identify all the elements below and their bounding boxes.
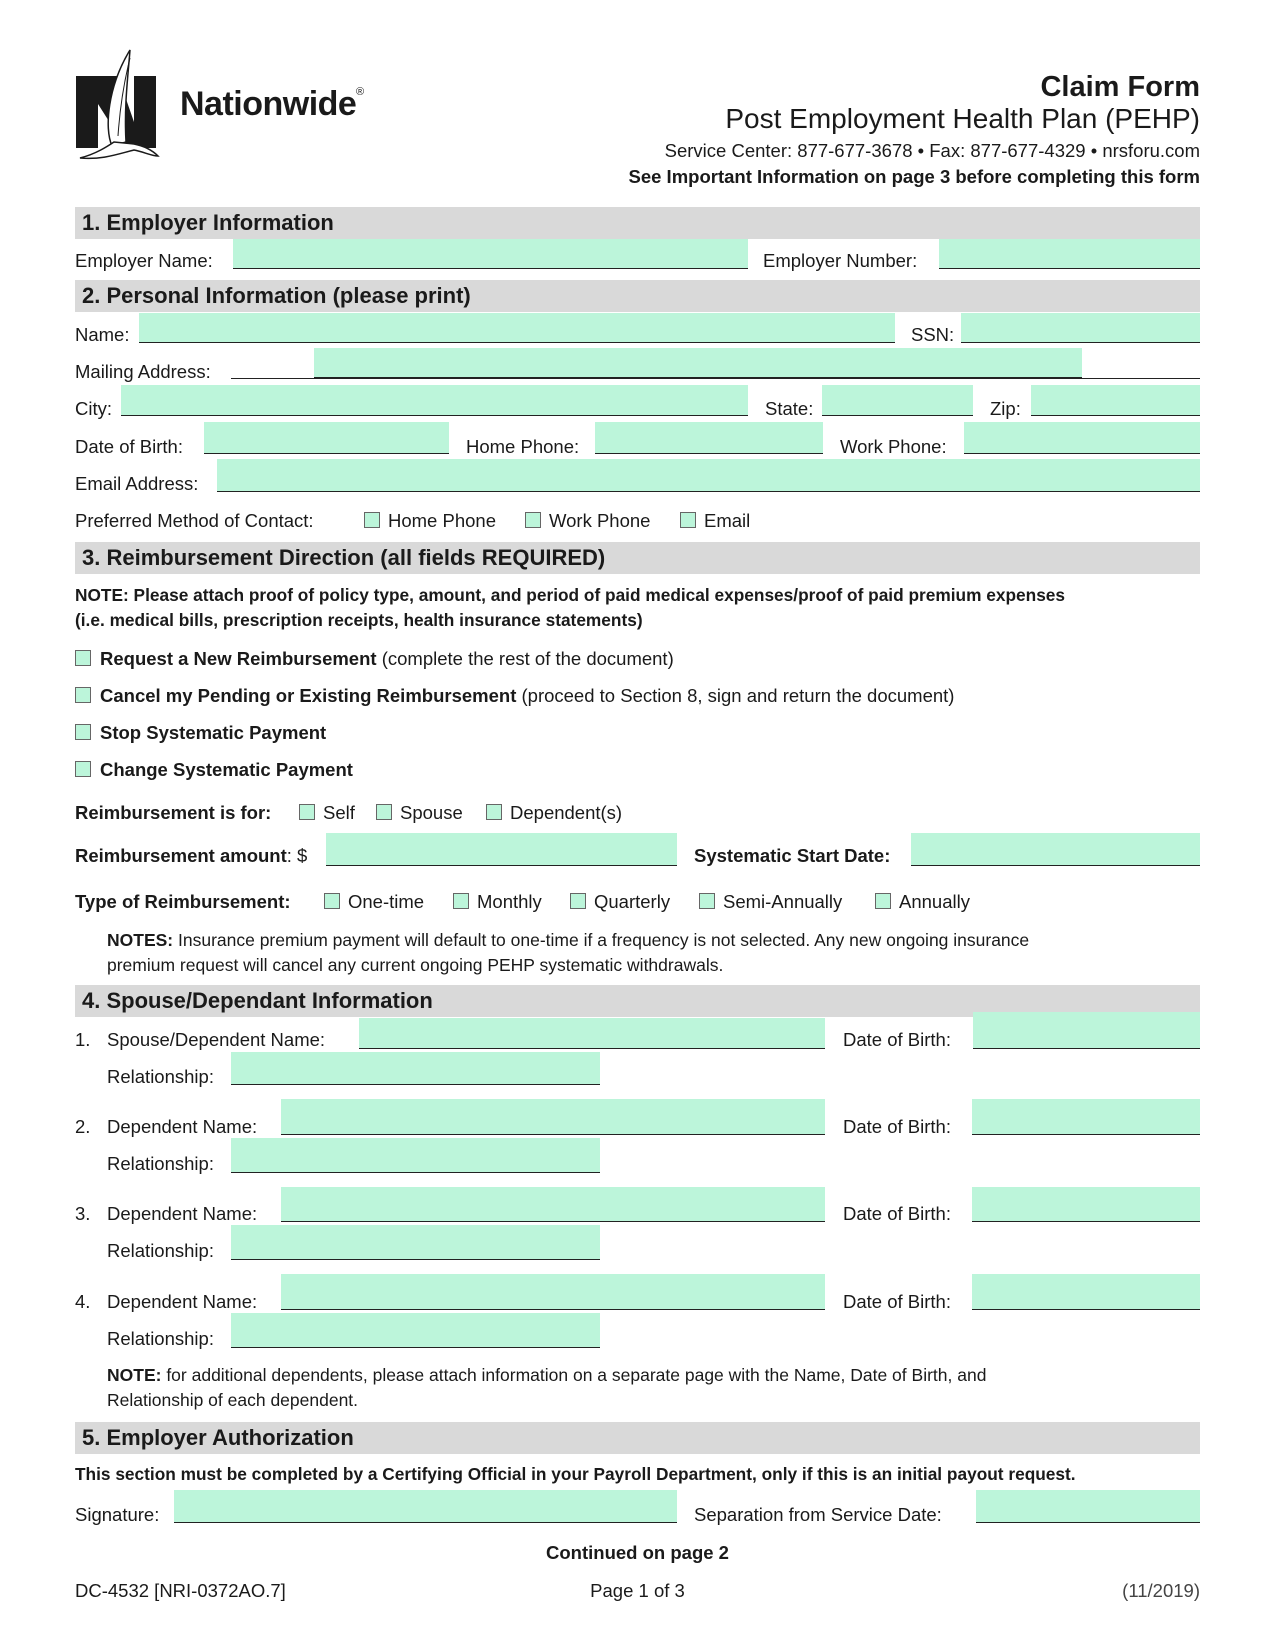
- form-code: DC-4532 [NRI-0372AO.7]: [75, 1580, 286, 1601]
- type-semi-annually-checkbox[interactable]: [699, 893, 715, 909]
- dependent-name-label: Dependent Name:: [107, 1116, 258, 1137]
- dependent-row-number: 4.: [75, 1291, 91, 1312]
- type-onetime-checkbox[interactable]: [324, 893, 340, 909]
- section-2-header: [75, 280, 1200, 312]
- email-field[interactable]: [217, 459, 1200, 492]
- dependent-1-name-field[interactable]: [359, 1018, 825, 1049]
- section-1-header: [75, 207, 1200, 239]
- reimbursement-amount-label: [75, 845, 307, 867]
- option-rest-text: (complete the rest of the document): [376, 648, 674, 669]
- dependent-2-dob-field[interactable]: [972, 1099, 1200, 1135]
- employer-name-label: Employer Name:: [75, 250, 213, 271]
- notes-bold-text: NOTES:: [107, 930, 174, 950]
- form-subtitle: Post Employment Health Plan (PEHP): [725, 103, 1200, 134]
- eagle-n-logo-icon: [74, 46, 166, 164]
- signature-field[interactable]: [174, 1490, 677, 1523]
- for-self-label: Self: [323, 802, 355, 823]
- dependent-4-name-field[interactable]: [281, 1274, 825, 1310]
- employer-name-field[interactable]: [233, 239, 748, 269]
- employer-number-label: Employer Number:: [763, 250, 918, 271]
- dependent-3-dob-field[interactable]: [972, 1187, 1200, 1222]
- section-3-header: [75, 542, 1200, 574]
- dependent-4-dob-field[interactable]: [972, 1274, 1200, 1310]
- type-monthly-checkbox[interactable]: [453, 893, 469, 909]
- dependent-3-name-field[interactable]: [281, 1187, 825, 1222]
- name-label: Name:: [75, 324, 130, 345]
- authorization-instruction: This section must be completed by a Certifying Official in your Payroll Department, only if this is an initial payout request.: [75, 1464, 1076, 1484]
- mailing-address-label: Mailing Address:: [75, 361, 211, 382]
- dependent-1-relationship-field[interactable]: [231, 1052, 600, 1085]
- dependent-relationship-label: Relationship:: [107, 1328, 214, 1349]
- stop-systematic-checkbox[interactable]: [75, 724, 91, 740]
- dependent-relationship-label: Relationship:: [107, 1066, 214, 1087]
- dependent-3-relationship-field[interactable]: [231, 1225, 600, 1260]
- request-new-reimbursement-checkbox[interactable]: [75, 650, 91, 666]
- brand-registered-mark: ®: [356, 86, 365, 98]
- instruction-text: See Important Information on page 3 before completing this form: [628, 166, 1200, 187]
- dependent-name-label: Dependent Name:: [107, 1291, 258, 1312]
- dob-field[interactable]: [204, 422, 449, 454]
- for-dependents-label: Dependent(s): [510, 802, 623, 823]
- dependent-2-name-field[interactable]: [281, 1099, 825, 1135]
- dependent-name-label: Spouse/Dependent Name:: [107, 1029, 326, 1050]
- dependent-row-number: 3.: [75, 1203, 91, 1224]
- change-systematic-checkbox[interactable]: [75, 761, 91, 777]
- dependent-dob-label: Date of Birth:: [843, 1203, 951, 1224]
- reimbursement-amount-field[interactable]: [326, 833, 677, 866]
- type-semi-annually-label: Semi-Annually: [723, 891, 843, 912]
- cancel-reimbursement-checkbox[interactable]: [75, 687, 91, 703]
- note-line-1: for additional dependents, please attach information on a separate page with the Name, Date of Birth, and: [161, 1365, 987, 1385]
- home-phone-label: Home Phone:: [466, 436, 580, 457]
- type-annually-checkbox[interactable]: [875, 893, 891, 909]
- proof-note: [75, 583, 1205, 633]
- preferred-contact-label: Preferred Method of Contact:: [75, 510, 314, 531]
- ssn-label: SSN:: [911, 324, 955, 345]
- section-title: 2. Personal Information (please print): [82, 283, 471, 308]
- city-field[interactable]: [121, 385, 748, 416]
- separation-date-field[interactable]: [976, 1490, 1200, 1523]
- signature-label: Signature:: [75, 1504, 160, 1525]
- dependent-dob-label: Date of Birth:: [843, 1029, 951, 1050]
- type-quarterly-checkbox[interactable]: [570, 893, 586, 909]
- home-phone-field[interactable]: [595, 422, 823, 454]
- page-number: Page 1 of 3: [590, 1580, 685, 1601]
- insurance-notes: [107, 928, 1207, 978]
- dependent-dob-label: Date of Birth:: [843, 1116, 951, 1137]
- option-bold-text: Cancel my Pending or Existing Reimbursement: [100, 685, 517, 706]
- dependent-dob-label: Date of Birth:: [843, 1291, 951, 1312]
- type-annually-label: Annually: [899, 891, 970, 912]
- state-label: State:: [765, 398, 814, 419]
- dob-label: Date of Birth:: [75, 436, 183, 457]
- cancel-reimbursement-label: [100, 685, 954, 707]
- additional-dependents-note: [107, 1363, 1207, 1413]
- note-bold-text: NOTE:: [107, 1365, 162, 1385]
- for-dependents-checkbox[interactable]: [486, 804, 502, 820]
- form-title: Claim Form: [1040, 71, 1200, 103]
- option-bold-text: Request a New Reimbursement: [100, 648, 377, 669]
- state-field[interactable]: [822, 385, 973, 416]
- email-label: Email Address:: [75, 473, 199, 494]
- section-title: 3. Reimbursement Direction (all fields REQUIRED): [82, 545, 606, 570]
- zip-field[interactable]: [1031, 385, 1200, 416]
- dependent-name-label: Dependent Name:: [107, 1203, 258, 1224]
- zip-label: Zip:: [990, 398, 1021, 419]
- contact-work-phone-checkbox[interactable]: [525, 512, 541, 528]
- dependent-relationship-label: Relationship:: [107, 1240, 214, 1261]
- for-spouse-label: Spouse: [400, 802, 463, 823]
- contact-home-phone-label: Home Phone: [388, 510, 496, 531]
- amount-label-bold: Reimbursement amount: [75, 845, 287, 866]
- section-title: 5. Employer Authorization: [82, 1425, 354, 1450]
- dependent-row-number: 1.: [75, 1029, 91, 1050]
- reimbursement-for-label: Reimbursement is for:: [75, 802, 272, 823]
- note-line-2: Relationship of each dependent.: [107, 1390, 359, 1410]
- brand-name: Nationwide: [180, 85, 357, 123]
- stop-systematic-label: Stop Systematic Payment: [100, 722, 327, 743]
- proof-note-line-1: NOTE: Please attach proof of policy type, amount, and period of paid medical expenses/proof of paid premium expenses: [75, 585, 1066, 605]
- mailing-address-field[interactable]: [314, 348, 1082, 378]
- mailing-address-underline: [231, 378, 1200, 379]
- ssn-field[interactable]: [961, 313, 1200, 343]
- employer-number-field[interactable]: [939, 239, 1200, 269]
- dependent-row-number: 2.: [75, 1116, 91, 1137]
- section-title: 4. Spouse/Dependant Information: [82, 988, 433, 1013]
- contact-email-label: Email: [704, 510, 751, 531]
- for-self-checkbox[interactable]: [299, 804, 315, 820]
- systematic-start-date-label: Systematic Start Date:: [694, 845, 891, 866]
- systematic-start-date-field[interactable]: [911, 833, 1200, 866]
- change-systematic-label: Change Systematic Payment: [100, 759, 353, 780]
- revision-date: (11/2019): [1122, 1580, 1200, 1601]
- contact-home-phone-checkbox[interactable]: [364, 512, 380, 528]
- dependent-relationship-label: Relationship:: [107, 1153, 214, 1174]
- dependent-2-relationship-field[interactable]: [231, 1138, 600, 1173]
- type-of-reimbursement-label: Type of Reimbursement:: [75, 891, 291, 912]
- notes-line-1: Insurance premium payment will default to one-time if a frequency is not selected. Any new ongoing insurance: [173, 930, 1030, 950]
- proof-note-line-2: (i.e. medical bills, prescription receipts, health insurance statements): [75, 610, 643, 630]
- amount-label-suffix: : $: [286, 845, 308, 866]
- for-spouse-checkbox[interactable]: [376, 804, 392, 820]
- contact-email-checkbox[interactable]: [680, 512, 696, 528]
- nationwide-logo: [74, 46, 374, 166]
- type-quarterly-label: Quarterly: [594, 891, 671, 912]
- work-phone-label: Work Phone:: [840, 436, 947, 457]
- dependent-4-relationship-field[interactable]: [231, 1313, 600, 1348]
- type-monthly-label: Monthly: [477, 891, 542, 912]
- type-onetime-label: One-time: [348, 891, 425, 912]
- request-new-reimbursement-label: [100, 648, 674, 670]
- dependent-1-dob-field[interactable]: [973, 1012, 1200, 1049]
- name-field[interactable]: [139, 313, 895, 343]
- city-label: City:: [75, 398, 112, 419]
- continued-note: Continued on page 2: [546, 1542, 729, 1563]
- option-rest-text: (proceed to Section 8, sign and return the document): [516, 685, 955, 706]
- notes-line-2: premium request will cancel any current ongoing PEHP systematic withdrawals.: [107, 955, 724, 975]
- contact-info: Service Center: 877-677-3678 • Fax: 877-677-4329 • nrsforu.com: [664, 140, 1200, 161]
- separation-date-label: Separation from Service Date:: [694, 1504, 942, 1525]
- contact-work-phone-label: Work Phone: [549, 510, 651, 531]
- work-phone-field[interactable]: [964, 422, 1200, 454]
- section-5-header: [75, 1422, 1200, 1454]
- section-title: 1. Employer Information: [82, 210, 334, 235]
